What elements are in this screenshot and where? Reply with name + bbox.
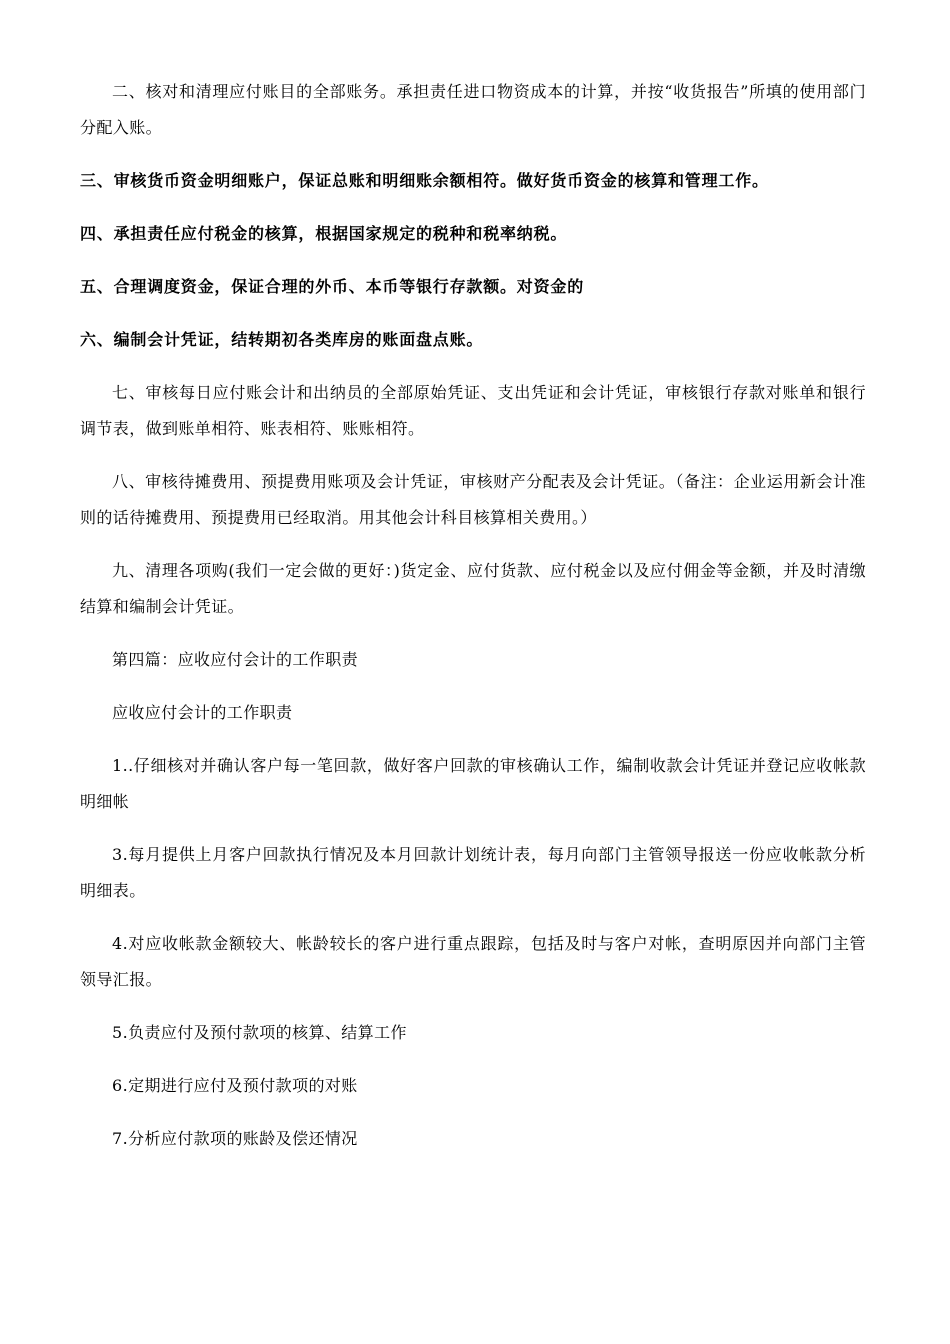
list-item-4: 4.对应收帐款金额较大、帐龄较长的客户进行重点跟踪，包括及时与客户对帐，查明原因并向部门主管领导汇报。 [80, 934, 866, 989]
paragraph-2: 二、核对和清理应付账目的全部账务。承担责任进口物资成本的计算，并按“收货报告”所填的使用部门分配入账。 [80, 82, 866, 137]
paragraph-9: 九、清理各项购(我们一定会做的更好：)货定金、应付货款、应付税金以及应付佣金等金额，并及时清缴结算和编制会计凭证。 [80, 561, 866, 616]
list-item-5: 5.负责应付及预付款项的核算、结算工作 [112, 1023, 407, 1042]
list-item-3: 3.每月提供上月客户回款执行情况及本月回款计划统计表，每月向部门主管领导报送一份应收帐款分析明细表。 [80, 845, 866, 900]
list-item-1: 1..仔细核对并确认客户每一笔回款，做好客户回款的审核确认工作，编制收款会计凭证并登记应收帐款明细帐 [80, 756, 866, 811]
paragraph-8: 八、审核待摊费用、预提费用账项及会计凭证，审核财产分配表及会计凭证。（备注：企业运用新会计准则的话待摊费用、预提费用已经取消。用其他会计科目核算相关费用。） [80, 472, 866, 527]
document-page [80, 74, 866, 1174]
paragraph-6: 六、编制会计凭证，结转期初各类库房的账面盘点账。 [80, 330, 484, 349]
section-title-4: 第四篇：应收应付会计的工作职责 [112, 650, 359, 669]
list-item-6: 6.定期进行应付及预付款项的对账 [112, 1076, 358, 1095]
paragraph-5: 五、合理调度资金，保证合理的外币、本币等银行存款额。对资金的 [80, 277, 585, 296]
paragraph-7: 七、审核每日应付账会计和出纳员的全部原始凭证、支出凭证和会计凭证，审核银行存款对账单和银行调节表，做到账单相符、账表相符、账账相符。 [80, 383, 866, 438]
paragraph-4: 四、承担责任应付税金的核算，根据国家规定的税种和税率纳税。 [80, 224, 568, 243]
paragraph-3: 三、审核货币资金明细账户，保证总账和明细账余额相符。做好货币资金的核算和管理工作。 [80, 171, 769, 190]
section-subtitle: 应收应付会计的工作职责 [112, 703, 293, 722]
list-item-7: 7.分析应付款项的账龄及偿还情况 [112, 1129, 358, 1148]
